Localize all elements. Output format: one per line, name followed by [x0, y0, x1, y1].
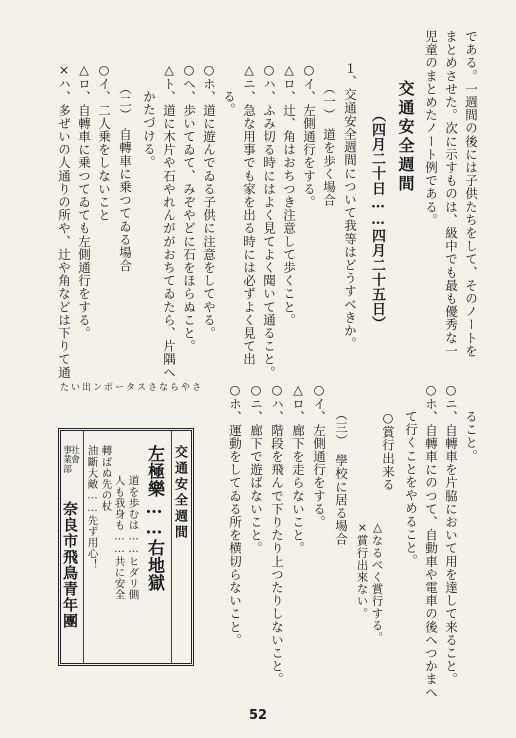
top-col-8: ○イ、左側通行をする。 [301, 62, 317, 209]
bottom-col-6: △なるべく賞行する。 [370, 520, 385, 644]
bottom-col-10: △ロ、廊下を走らないこと。 [290, 382, 306, 555]
ad-slogan-1b: 人も我身も……共に安全 [113, 475, 126, 601]
date-range: （四月二十日……四月二十五日） [370, 108, 386, 331]
bottom-col-3: ○ホ、自轉車にのつて、自動車や電車の後へつかまへ [423, 382, 439, 699]
bottom-col-13: ○ホ、運動をしてゐる所を横切らないこと。 [227, 382, 243, 647]
top-col-12: る。 [221, 90, 237, 117]
ad-footer-small-1: 社會 [69, 445, 79, 465]
ad-slogan-2a: 轉ばぬ先の杖 [100, 445, 113, 512]
bottom-col-8: （三） 學校に居る場合 [333, 408, 349, 546]
bottom-col-7: ×賞行出來ない。 [355, 520, 370, 620]
ad-side-caption: たい出ンポータスさならやさ [60, 383, 204, 393]
top-col-3: 児童のまとめたノート例である。 [423, 30, 439, 227]
top-col-9: △ロ、辻、角はおちつき注意して歩くこと。 [281, 62, 297, 327]
top-col-19: △ロ、自轉車に乗つてゐても左側通行をする。 [76, 62, 92, 340]
ad-footer-small-2: 事業部 [61, 445, 71, 474]
page-number: 52 [248, 708, 268, 723]
top-col-18: ○イ、二人乗をしないこと [96, 62, 112, 222]
ad-footer: 奈良市飛鳥青年團 [61, 501, 79, 629]
ad-header: 交通安全週間 [172, 445, 187, 541]
top-col-16: かたづける。 [141, 90, 157, 169]
top-col-14: ○ヘ、歩いてゐて、みぞやどに石をほらぬこと。 [181, 62, 197, 353]
bottom-col-1: ること。 [463, 410, 479, 463]
top-col-1: である。一週間の後には子供たちをして、そのノートを [463, 30, 479, 358]
top-col-7: （一） 道を歩く場合 [321, 82, 337, 207]
top-col-13: ○ホ、道に遊んでゐる子供に注意をしてやる。 [201, 62, 217, 340]
top-col-2: まとめさせた。次に示すものは、級中でも最も優秀な一 [443, 30, 459, 358]
bottom-col-5: ○賞行出来る [380, 410, 396, 492]
bottom-col-12: ○ニ、廊下で遊ばないこと。 [248, 382, 264, 555]
ad-slogan-2b: 油斷大敵……先ず用心！ [86, 445, 99, 571]
top-col-17: （二） 自轉車に乗つてゐる場合 [117, 82, 133, 273]
top-col-11: △ニ、急な用事でも家を出る時には必ずよく見て出 [241, 62, 257, 366]
top-col-10: ○ハ、ふみ切る時にはよく見てよく聞いて通ること。 [261, 62, 277, 379]
bottom-col-2: ○ニ、自轉車を片脇において用を達して来ること。 [443, 382, 459, 686]
top-col-6: １、交通安全週間について我等はどうすべきか。 [342, 62, 358, 351]
top-col-20: ×ハ、多ぜいの人通りの所や、辻や角などは下りて通 [56, 62, 72, 379]
top-col-15: △ト、道に木片や石やれんががおちてゐたら、片隅へ [161, 62, 177, 379]
section-title: 交通安全週間 [396, 80, 415, 194]
ad-slogan-main: 左極樂……右地獄 [144, 445, 164, 592]
bottom-col-11: ○ハ、階段を飛んで下りたり上つたりしないこと。 [269, 382, 285, 686]
slogan-box [58, 428, 194, 666]
ad-slogan-1a: 道を歩むは……ヒダリ側 [127, 475, 140, 601]
bottom-col-4: て行くことをやめること。 [403, 410, 419, 568]
bottom-col-9: ○イ、左側通行をする。 [311, 382, 327, 529]
